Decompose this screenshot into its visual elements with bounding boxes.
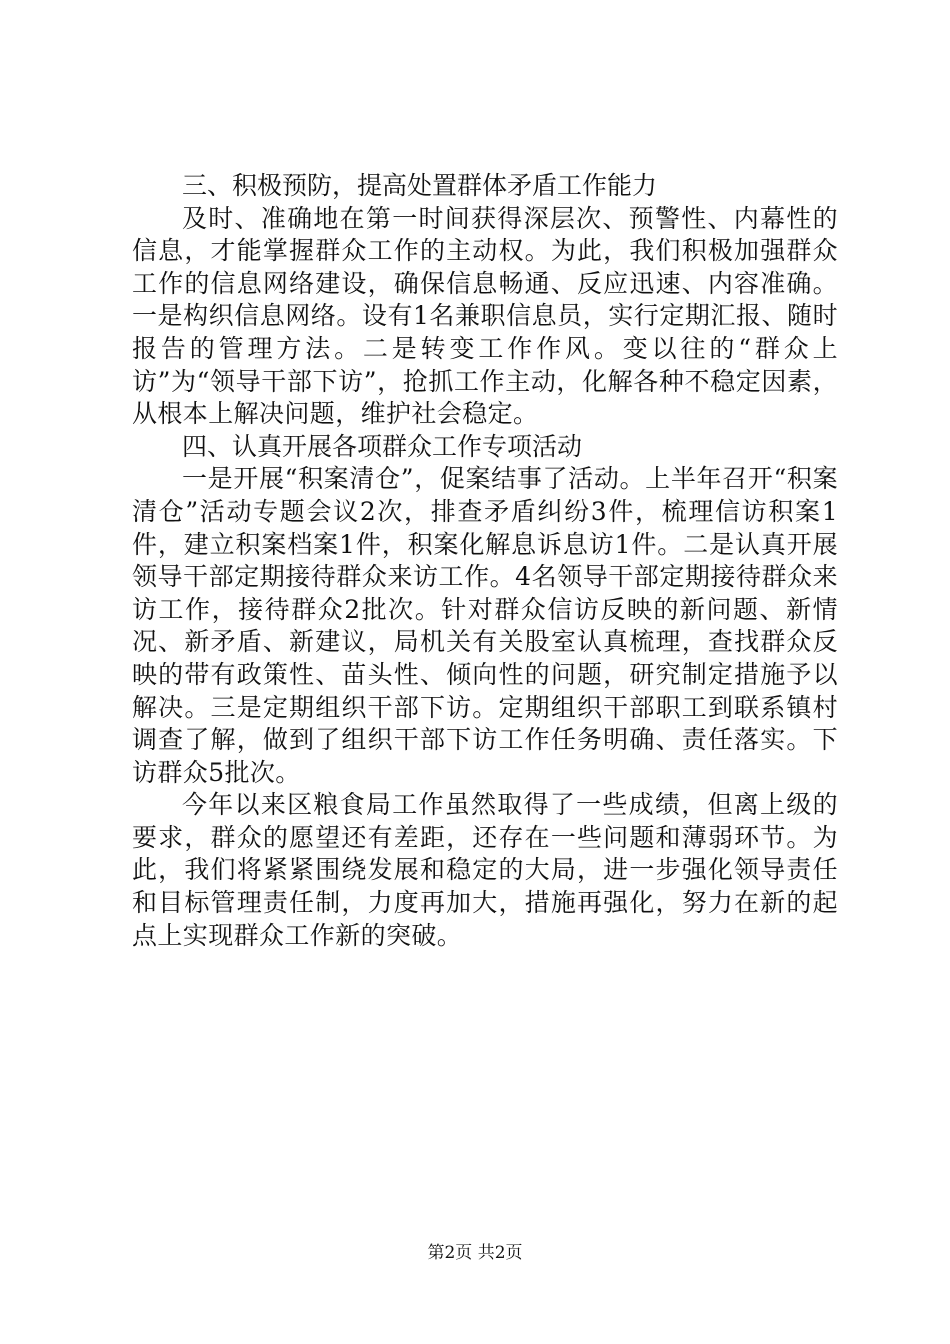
page-number-footer: 第2页 共2页	[427, 1243, 523, 1263]
section-4-paragraph: 一是开展“积案清仓”，促案结事了活动。上半年召开“积案清仓”活动专题会议2次，排查矛盾纠纷3件，梳理信访积案1件，建立积案档案1件，积案化解息诉息访1件。二是认真开展领导干部定期接待群众来访工作。4名领导干部定期接待群众来访工作，接待群众2批次。针对群众信访反映的新问题、新情况、新矛盾、新建议，局机关有关股室认真梳理，查找群众反映的带有政策性、苗头性、倾向性的问题，研究制定措施予以解决。三是定期组织干部下访。定期组织干部职工到联系镇村调查了解，做到了组织干部下访工作任务明确、责任落实。下访群众5批次。	[132, 464, 838, 787]
section-3-heading: 三、积极预防，提高处置群体矛盾工作能力	[182, 171, 658, 200]
closing-paragraph: 今年以来区粮食局工作虽然取得了一些成绩，但离上级的要求，群众的愿望还有差距，还存在一些问题和薄弱环节。为此，我们将紧紧围绕发展和稳定的大局，进一步强化领导责任和目标管理责任制，力度再加大，措施再强化，努力在新的起点上实现群众工作新的突破。	[132, 790, 838, 950]
section-4-heading: 四、认真开展各项群众工作专项活动	[182, 431, 583, 461]
document-body	[132, 170, 838, 952]
section-3-paragraph: 及时、准确地在第一时间获得深层次、预警性、内幕性的信息，才能掌握群众工作的主动权。为此，我们积极加强群众工作的信息网络建设，确保信息畅通、反应迅速、内容准确。一是构织信息网络。设有1名兼职信息员，实行定期汇报、随时报告的管理方法。二是转变工作作风。变以往的“群众上访”为“领导干部下访”，抢抓工作主动，化解各种不稳定因素，从根本上解决问题，维护社会稳定。	[132, 203, 838, 429]
